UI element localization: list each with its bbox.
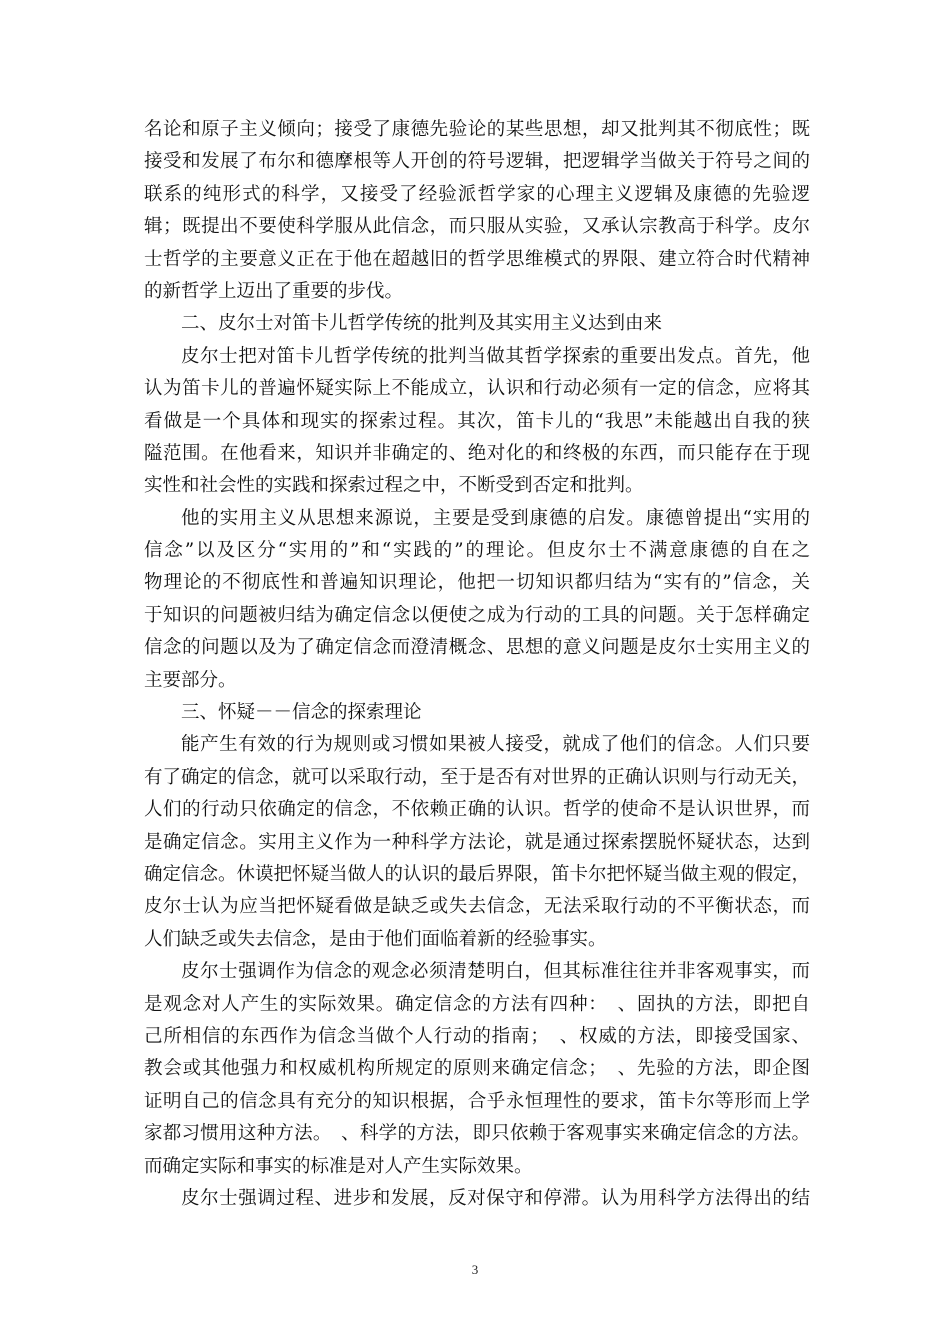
text-line: 三、怀疑－－信念的探索理论 xyxy=(181,702,422,724)
text-line: 物理论的不彻底性和普遍知识理论，他把一切知识都归结为“实有的”信念，关 xyxy=(144,572,810,594)
text-line: 皮尔士强调过程、进步和发展，反对保守和停滞。认为用科学方法得出的结 xyxy=(181,1187,810,1209)
text-line: 信念”以及区分“实用的”和“实践的”的理论。但皮尔士不满意康德的自在之 xyxy=(144,540,810,562)
text-line: 他的实用主义从思想来源说，主要是受到康德的启发。康德曾提出“实用的 xyxy=(181,507,810,529)
text-line: 皮尔士强调作为信念的观念必须清楚明白，但其标准往往并非客观事实，而 xyxy=(181,961,810,983)
text-line: 皮尔士认为应当把怀疑看做是缺乏或失去信念，无法采取行动的不平衡状态，而 xyxy=(144,896,810,918)
section-heading xyxy=(144,308,810,340)
text-line: 于知识的问题被归结为确定信念以便使之成为行动的工具的问题。关于怎样确定 xyxy=(144,604,810,626)
paragraph xyxy=(144,114,810,308)
text-line: 己所相信的东西作为信念当做个人行动的指南； 、权威的方法，即接受国家、 xyxy=(144,1025,810,1047)
paragraph xyxy=(144,341,810,503)
text-line: 看做是一个具体和现实的探索过程。其次，笛卡儿的“我思”未能越出自我的狭 xyxy=(144,410,810,432)
text-line: 主要部分。 xyxy=(144,669,237,691)
text-line: 名论和原子主义倾向；接受了康德先验论的某些思想，却又批判其不彻底性；既 xyxy=(144,119,810,140)
text-line: 隘范围。在他看来，知识并非确定的、绝对化的和终极的东西，而只能存在于现 xyxy=(144,442,810,464)
text-line: 有了确定的信念，就可以采取行动，至于是否有对世界的正确认识则与行动无关， xyxy=(144,766,811,788)
page-number: 3 xyxy=(471,1262,479,1277)
text-line: 是确定信念。实用主义作为一种科学方法论，就是通过探索摆脱怀疑状态，达到 xyxy=(144,831,810,853)
text-line: 认为笛卡儿的普遍怀疑实际上不能成立，认识和行动必须有一定的信念，应将其 xyxy=(144,378,810,400)
document-body xyxy=(144,114,810,1215)
text-line: 是观念对人产生的实际效果。确定信念的方法有四种： 、固执的方法，即把自 xyxy=(144,993,810,1015)
paragraph xyxy=(144,729,810,956)
paragraph xyxy=(144,1183,810,1215)
text-line: 确定信念。休谟把怀疑当做人的认识的最后界限，笛卡尔把怀疑当做主观的假定， xyxy=(144,863,811,885)
text-line: 辑；既提出不要使科学服从此信念，而只服从实验，又承认宗教高于科学。皮尔 xyxy=(144,216,810,238)
text-line: 皮尔士把对笛卡儿哲学传统的批判当做其哲学探索的重要出发点。首先，他 xyxy=(181,345,810,367)
text-line: 接受和发展了布尔和德摩根等人开创的符号逻辑，把逻辑学当做关于符号之间的 xyxy=(144,151,810,173)
text-line: 能产生有效的行为规则或习惯如果被人接受，就成了他们的信念。人们只要 xyxy=(181,734,810,756)
text-line: 信念的问题以及为了确定信念而澄清概念、思想的意义问题是皮尔士实用主义的 xyxy=(144,637,810,659)
text-line: 人们的行动只依确定的信念，不依赖正确的认识。哲学的使命不是认识世界，而 xyxy=(144,799,810,821)
paragraph xyxy=(144,956,810,1183)
paragraph xyxy=(144,503,810,697)
text-line: 家都习惯用这种方法。 、科学的方法，即只依赖于客观事实来确定信念的方法。 xyxy=(144,1123,810,1145)
text-line: 人们缺乏或失去信念，是由于他们面临着新的经验事实。 xyxy=(144,928,607,950)
text-line: 联系的纯形式的科学，又接受了经验派哲学家的心理主义逻辑及康德的先验逻 xyxy=(144,183,810,205)
text-line: 证明自己的信念具有充分的知识根据，合乎永恒理性的要求，笛卡尔等形而上学 xyxy=(144,1090,810,1112)
text-line: 士哲学的主要意义正在于他在超越旧的哲学思维模式的界限、建立符合时代精神 xyxy=(144,248,810,270)
text-line: 教会或其他强力和权威机构所规定的原则来确定信念； 、先验的方法，即企图 xyxy=(144,1058,810,1080)
text-line: 实性和社会性的实践和探索过程之中，不断受到否定和批判。 xyxy=(144,475,644,497)
text-line: 二、皮尔士对笛卡儿哲学传统的批判及其实用主义达到由来 xyxy=(181,313,663,335)
text-line: 的新哲学上迈出了重要的步伐。 xyxy=(144,280,404,302)
section-heading xyxy=(144,697,810,729)
text-line: 而确定实际和事实的标准是对人产生实际效果。 xyxy=(144,1155,533,1177)
